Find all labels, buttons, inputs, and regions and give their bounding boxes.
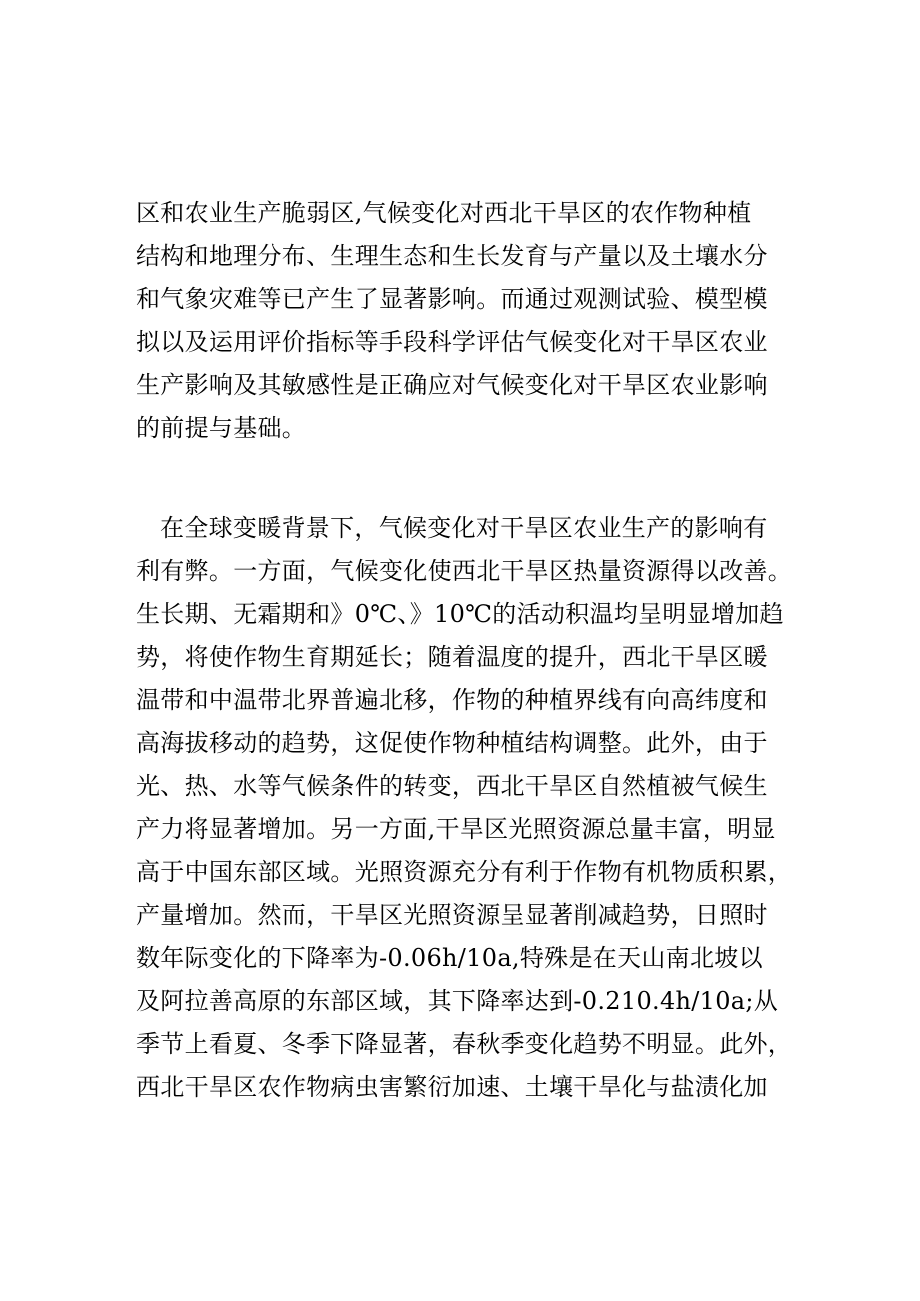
- paragraph-2-line: 产力将显著增加。另一方面,干旱区光照资源总量丰富，明显: [136, 815, 776, 843]
- paragraph-2-line: 季节上看夏、冬季下降显著，春秋季变化趋势不明显。此外，: [136, 1030, 793, 1058]
- paragraph-2-line: 势，将使作物生育期延长；随着温度的提升，西北干旱区暖: [136, 643, 768, 671]
- paragraph-1-line: 的前提与基础。: [136, 414, 307, 442]
- paragraph-2-line: 高海拔移动的趋势，这促使作物种植结构调整。此外，由于: [136, 729, 768, 757]
- paragraph-2-line: 温带和中温带北界普遍北移，作物的种植界线有向高纬度和: [136, 686, 768, 714]
- paragraph-1-line: 生产影响及其敏感性是正确应对气候变化对干旱区农业影响: [136, 371, 768, 399]
- paragraph-2-line: 利有弊。一方面，气候变化使西北干旱区热量资源得以改善。: [136, 557, 793, 585]
- paragraph-1-line: 结构和地理分布、生理生态和生长发育与产量以及土壤水分: [136, 242, 768, 270]
- paragraph-2-line: 在全球变暖背景下，气候变化对干旱区农业生产的影响有: [160, 514, 768, 542]
- paragraph-1-line: 区和农业生产脆弱区,气候变化对西北干旱区的农作物种植: [136, 199, 752, 227]
- paragraph-1-line: 拟以及运用评价指标等手段科学评估气候变化对干旱区农业: [136, 328, 768, 356]
- paragraph-1-line: 和气象灾难等已产生了显著影响。而通过观测试验、模型模: [136, 285, 768, 313]
- paragraph-2-line: 及阿拉善高原的东部区域，其下降率达到-0.210.4h/10a;从: [136, 987, 779, 1015]
- paragraph-2-line: 数年际变化的下降率为-0.06h/10a,特殊是在天山南北坡以: [136, 944, 763, 972]
- paragraph-2-line: 高于中国东部区域。光照资源充分有利于作物有机物质积累，: [136, 858, 793, 886]
- paragraph-2-line: 产量增加。然而，干旱区光照资源呈显著削减趋势，日照时: [136, 901, 768, 929]
- paragraph-2-line: 生长期、无霜期和》0℃、》10℃的活动积温均呈明显增加趋: [136, 600, 784, 628]
- paragraph-2-line: 西北干旱区农作物病虫害繁衍加速、土壤干旱化与盐渍化加: [136, 1073, 768, 1101]
- paragraph-2-line: 光、热、水等气候条件的转变，西北干旱区自然植被气候生: [136, 772, 768, 800]
